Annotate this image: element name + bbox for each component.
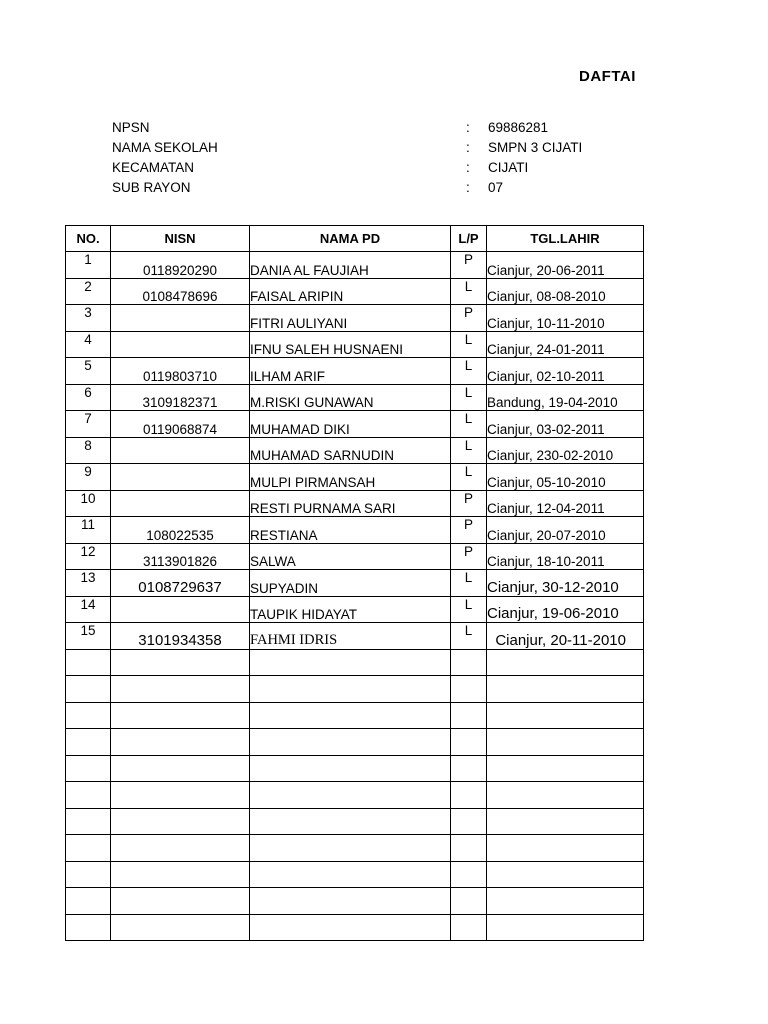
info-label: KECAMATAN [112,160,195,175]
header-nisn: NISN [111,226,250,252]
cell-tgl-lahir [487,808,644,835]
cell-nama-pd: FITRI AULIYANI [250,305,451,332]
info-value: 69886281 [488,120,549,135]
empty-table-row [66,782,644,809]
info-label: NPSN [112,120,150,135]
table-row [66,411,644,438]
cell-nisn [111,437,250,464]
cell-tgl-lahir: Cianjur, 20-11-2010 [487,623,644,650]
cell-tgl-lahir [487,914,644,941]
info-value: 07 [488,180,504,195]
table-row [66,331,644,358]
cell-lp [451,702,487,729]
cell-lp: L [451,437,487,464]
cell-tgl-lahir [487,676,644,703]
cell-lp [451,755,487,782]
cell-no [66,808,111,835]
cell-nisn [111,490,250,517]
info-colon: : [466,180,470,195]
cell-nama-pd: FAISAL ARIPIN [250,278,451,305]
cell-no: 9 [66,464,111,491]
cell-no [66,835,111,862]
cell-nisn [111,888,250,915]
cell-lp: P [451,490,487,517]
cell-nama-pd: TAUPIK HIDAYAT [250,596,451,623]
cell-tgl-lahir [487,755,644,782]
cell-nisn [111,808,250,835]
cell-nisn [111,861,250,888]
cell-lp [451,888,487,915]
cell-lp [451,782,487,809]
info-colon: : [466,160,470,175]
cell-nisn: 0119068874 [111,411,250,438]
cell-nama-pd: SALWA [250,543,451,570]
cell-no: 1 [66,252,111,279]
cell-tgl-lahir: Cianjur, 12-04-2011 [487,490,644,517]
cell-no: 11 [66,517,111,544]
cell-tgl-lahir [487,649,644,676]
cell-nisn: 0108729637 [111,570,250,597]
cell-nama-pd: IFNU SALEH HUSNAENI [250,331,451,358]
table-row [66,437,644,464]
cell-no [66,729,111,756]
empty-table-row [66,888,644,915]
cell-tgl-lahir: Cianjur, 19-06-2010 [487,596,644,623]
table-row [66,358,644,385]
cell-nisn [111,914,250,941]
cell-no: 6 [66,384,111,411]
header-nama-pd: NAMA PD [250,226,451,252]
cell-nisn [111,702,250,729]
table-row [66,252,644,279]
cell-no: 15 [66,623,111,650]
cell-tgl-lahir [487,835,644,862]
cell-lp: L [451,411,487,438]
cell-no: 12 [66,543,111,570]
cell-nama-pd [250,649,451,676]
info-row-npsn [0,118,768,138]
empty-table-row [66,755,644,782]
cell-tgl-lahir: Cianjur, 10-11-2010 [487,305,644,332]
cell-nisn [111,331,250,358]
info-colon: : [466,120,470,135]
cell-tgl-lahir [487,861,644,888]
cell-lp: P [451,543,487,570]
table-row [66,384,644,411]
cell-lp: L [451,331,487,358]
empty-table-row [66,914,644,941]
cell-nama-pd: DANIA AL FAUJIAH [250,252,451,279]
cell-nama-pd: M.RISKI GUNAWAN [250,384,451,411]
cell-tgl-lahir: Cianjur, 18-10-2011 [487,543,644,570]
cell-no [66,676,111,703]
info-label: NAMA SEKOLAH [112,140,218,155]
table-row [66,464,644,491]
cell-nisn [111,596,250,623]
cell-nisn [111,464,250,491]
cell-lp: P [451,252,487,279]
cell-tgl-lahir: Cianjur, 08-08-2010 [487,278,644,305]
cell-nisn [111,676,250,703]
empty-table-row [66,729,644,756]
table-row [66,623,644,650]
cell-tgl-lahir: Cianjur, 02-10-2011 [487,358,644,385]
table-row [66,517,644,544]
cell-nisn: 0118920290 [111,252,250,279]
cell-nama-pd: RESTI PURNAMA SARI [250,490,451,517]
cell-nisn [111,755,250,782]
empty-table-row [66,835,644,862]
cell-lp: L [451,570,487,597]
cell-nisn [111,649,250,676]
cell-tgl-lahir: Cianjur, 03-02-2011 [487,411,644,438]
cell-nisn [111,835,250,862]
cell-no: 2 [66,278,111,305]
cell-no: 4 [66,331,111,358]
cell-lp: P [451,517,487,544]
table-row [66,570,644,597]
cell-tgl-lahir: Cianjur, 05-10-2010 [487,464,644,491]
cell-lp: L [451,358,487,385]
cell-nisn: 3101934358 [111,623,250,650]
table-header-row [66,226,644,252]
empty-table-row [66,702,644,729]
cell-nisn: 3113901826 [111,543,250,570]
cell-nisn [111,782,250,809]
table-row [66,596,644,623]
cell-tgl-lahir [487,782,644,809]
cell-no: 10 [66,490,111,517]
cell-nisn: 108022535 [111,517,250,544]
cell-nama-pd [250,676,451,703]
cell-nisn: 0119803710 [111,358,250,385]
cell-lp: P [451,305,487,332]
cell-no [66,861,111,888]
cell-no [66,702,111,729]
table-row [66,490,644,517]
cell-no [66,649,111,676]
empty-table-row [66,808,644,835]
cell-no: 7 [66,411,111,438]
cell-nama-pd [250,702,451,729]
info-row-nama-sekolah [0,138,768,158]
cell-nama-pd: MULPI PIRMANSAH [250,464,451,491]
cell-no: 5 [66,358,111,385]
cell-no: 8 [66,437,111,464]
table-body [66,252,644,941]
cell-lp: L [451,596,487,623]
cell-nisn [111,305,250,332]
cell-nama-pd: RESTIANA [250,517,451,544]
cell-tgl-lahir: Cianjur, 24-01-2011 [487,331,644,358]
cell-lp [451,649,487,676]
cell-nama-pd: MUHAMAD SARNUDIN [250,437,451,464]
cell-no: 3 [66,305,111,332]
cell-no [66,914,111,941]
student-roster-table [65,225,644,941]
school-info [0,118,768,198]
info-row-kecamatan [0,158,768,178]
cell-lp: L [451,623,487,650]
cell-nama-pd: SUPYADIN [250,570,451,597]
cell-tgl-lahir [487,729,644,756]
header-no: NO. [66,226,111,252]
cell-lp [451,835,487,862]
cell-tgl-lahir [487,702,644,729]
info-row-sub-rayon [0,178,768,198]
cell-no: 14 [66,596,111,623]
cell-tgl-lahir: Cianjur, 20-06-2011 [487,252,644,279]
cell-lp [451,914,487,941]
cell-nama-pd [250,808,451,835]
cell-lp [451,729,487,756]
info-label: SUB RAYON [112,180,191,195]
cell-tgl-lahir: Cianjur, 30-12-2010 [487,570,644,597]
cell-nama-pd: MUHAMAD DIKI [250,411,451,438]
cell-tgl-lahir: Bandung, 19-04-2010 [487,384,644,411]
cell-lp [451,861,487,888]
cell-no: 13 [66,570,111,597]
info-value: SMPN 3 CIJATI [488,140,583,155]
cell-nama-pd [250,782,451,809]
cell-tgl-lahir [487,888,644,915]
cell-nama-pd [250,861,451,888]
cell-nisn: 0108478696 [111,278,250,305]
cell-no [66,755,111,782]
cell-tgl-lahir: Cianjur, 230-02-2010 [487,437,644,464]
document-title: DAFTAI [579,68,636,85]
cell-nisn: 3109182371 [111,384,250,411]
cell-lp: L [451,384,487,411]
cell-nama-pd [250,888,451,915]
empty-table-row [66,861,644,888]
cell-tgl-lahir: Cianjur, 20-07-2010 [487,517,644,544]
empty-table-row [66,676,644,703]
header-tgl-lahir: TGL.LAHIR [487,226,644,252]
cell-lp: L [451,464,487,491]
table-row [66,543,644,570]
cell-nisn [111,729,250,756]
cell-nama-pd [250,755,451,782]
table-row [66,305,644,332]
cell-no [66,782,111,809]
empty-table-row [66,649,644,676]
cell-lp [451,808,487,835]
cell-nama-pd: ILHAM ARIF [250,358,451,385]
cell-no [66,888,111,915]
cell-nama-pd [250,729,451,756]
header-lp: L/P [451,226,487,252]
cell-nama-pd: FAHMI IDRIS [250,623,451,650]
cell-nama-pd [250,914,451,941]
cell-lp: L [451,278,487,305]
info-colon: : [466,140,470,155]
info-value: CIJATI [488,160,529,175]
cell-nama-pd [250,835,451,862]
table-row [66,278,644,305]
cell-lp [451,676,487,703]
